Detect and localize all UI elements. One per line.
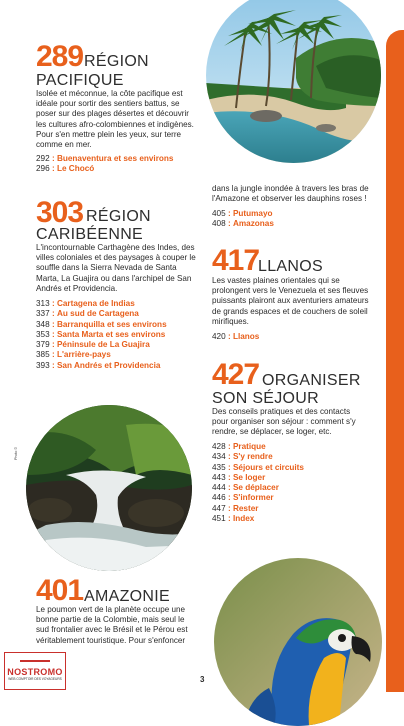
- toc-label: Cartagena de Indias: [56, 299, 135, 308]
- section-title-organiser-line2: SON SÉJOUR: [212, 390, 320, 407]
- toc-page: 446: [212, 493, 226, 503]
- toc-label: Pratique: [232, 442, 266, 451]
- toc-item[interactable]: 446 : S'informer: [212, 493, 274, 503]
- toc-page: 408: [212, 219, 226, 229]
- section-title-llanos: LLANOS: [258, 258, 323, 275]
- toc-label: Se déplacer: [232, 483, 279, 493]
- toc-caribeenne: [36, 299, 167, 371]
- waterfall-photo: [26, 405, 192, 571]
- toc-page: 451: [212, 514, 226, 524]
- section-number-caribeenne: 303: [36, 196, 84, 229]
- toc-item[interactable]: 405 : Putumayo: [212, 209, 273, 218]
- intro-pacifique: Isolée et méconnue, la côte pacifique est idéale pour sortir des sentiers battus, se poser sur des plages désertes et découvrir les cultures afro-colombiennes et indigènes. Pour s'en mettre plein les yeux, sur terre comme en mer.: [36, 89, 194, 150]
- toc-page: 435: [212, 462, 226, 472]
- intro-amazonie-continued: dans la jungle inondée à travers les bras de l'Amazone et observer les dauphins roses !: [212, 184, 369, 204]
- toc-page: 353: [36, 329, 50, 339]
- toc-page: 313: [36, 299, 50, 308]
- toc-label: Au sud de Cartagena: [56, 309, 139, 319]
- section-number-pacifique: 289: [36, 40, 84, 73]
- toc-label: Buenaventura et ses environs: [56, 154, 174, 163]
- section-title-pacifique-line2: PACIFIQUE: [36, 72, 124, 89]
- toc-label: Putumayo: [232, 209, 273, 218]
- toc-label: Barranquilla et ses environs: [56, 319, 167, 329]
- nostromo-logo: [4, 652, 66, 690]
- toc-item[interactable]: 447 : Rester: [212, 503, 259, 513]
- intro-organiser: Des conseils pratiques et des contacts pour organiser son séjour : comment s'y rendre, se déplacer, se loger, etc.: [212, 407, 356, 437]
- section-title-pacifique-line1: RÉGION: [84, 53, 149, 70]
- logo-tagline: WEB COMPTOIR DES VOYAGEURS: [8, 677, 62, 681]
- toc-page: 434: [212, 452, 226, 462]
- toc-page: 379: [36, 340, 50, 350]
- toc-page: 337: [36, 309, 50, 319]
- toc-label: San Andrés et Providencia: [56, 360, 161, 370]
- toc-label: Péninsule de La Guajira: [56, 340, 150, 350]
- toc-amazonie: [212, 209, 274, 230]
- toc-label: Santa Marta et ses environs: [56, 329, 166, 339]
- toc-page: 348: [36, 319, 50, 329]
- toc-label: L'arrière-pays: [56, 350, 111, 360]
- toc-item[interactable]: 444 : Se déplacer: [212, 483, 279, 493]
- photo-credit: Photo ©: [14, 446, 18, 460]
- toc-item[interactable]: 451 : Index: [212, 514, 255, 524]
- toc-page: 428: [212, 442, 226, 451]
- intro-llanos: Les vastes plaines orientales qui se prolongent vers le Venezuela et ses fleuves puissants plairont aux aventuriers amateurs de grands espaces et de couchers de soleil mirifiques.: [212, 276, 369, 326]
- toc-label: Rester: [232, 503, 259, 513]
- toc-organiser: [212, 442, 304, 524]
- toc-page: 292: [36, 154, 50, 163]
- toc-label: Se loger: [232, 472, 266, 482]
- toc-page: 420: [212, 332, 226, 341]
- toc-item[interactable]: 420 : Llanos: [212, 332, 260, 341]
- toc-page: 443: [212, 472, 226, 482]
- beach-photo: [206, 0, 381, 163]
- toc-item[interactable]: 393 : San Andrés et Providencia: [36, 360, 161, 370]
- toc-label: Amazonas: [232, 219, 274, 229]
- toc-page: 405: [212, 209, 226, 218]
- toc-label: Séjours et circuits: [232, 462, 304, 472]
- section-title-caribeenne-line1: RÉGION: [86, 208, 151, 225]
- toc-page: 393: [36, 360, 50, 370]
- toc-item[interactable]: 385 : L'arrière-pays: [36, 350, 111, 360]
- toc-item[interactable]: 434 : S'y rendre: [212, 452, 273, 462]
- toc-item[interactable]: 348 : Barranquilla et ses environs: [36, 319, 167, 329]
- toc-page: 385: [36, 350, 50, 360]
- toc-item[interactable]: 408 : Amazonas: [212, 219, 274, 229]
- edge-accent-bar: [386, 30, 404, 692]
- page-number: 3: [200, 675, 205, 684]
- section-number-llanos: 417: [212, 244, 260, 277]
- toc-label: Le Chocó: [56, 164, 95, 174]
- intro-caribeenne: L'incontournable Carthagène des Indes, des villes coloniales et des paysages à couper le souffle dans la Sierra Nevada de Santa Marta, La Guajira ou dans l'archipel de San Andrés et Providencia.: [36, 243, 196, 293]
- toc-item[interactable]: 443 : Se loger: [212, 472, 266, 482]
- toc-page: 447: [212, 503, 226, 513]
- section-number-amazonie: 401: [36, 574, 84, 607]
- toc-llanos: [212, 332, 259, 342]
- toc-item[interactable]: 379 : Péninsule de La Guajira: [36, 340, 150, 350]
- logo-emblem: [20, 655, 50, 667]
- toc-label: S'informer: [232, 493, 274, 503]
- toc-label: Llanos: [232, 332, 260, 341]
- toc-item[interactable]: 353 : Santa Marta et ses environs: [36, 329, 166, 339]
- parrot-photo: [214, 558, 382, 726]
- intro-amazonie: Le poumon vert de la planète occupe une bonne partie de la Colombie, mais seul le sud frontalier avec le Brésil et le Pérou est véritablement touristique. Pour s'enfoncer: [36, 605, 188, 645]
- logo-name: NOSTROMO: [7, 667, 63, 677]
- section-title-organiser-line1: ORGANISER: [262, 372, 361, 389]
- toc-page: 296: [36, 164, 50, 174]
- toc-item[interactable]: 428 : Pratique: [212, 442, 266, 451]
- toc-item[interactable]: 296 : Le Chocó: [36, 164, 95, 174]
- toc-label: Index: [232, 514, 255, 524]
- toc-item[interactable]: 435 : Séjours et circuits: [212, 462, 304, 472]
- toc-item[interactable]: 313 : Cartagena de Indias: [36, 299, 135, 308]
- section-number-organiser: 427: [212, 358, 260, 391]
- toc-page: 444: [212, 483, 226, 493]
- toc-pacifique: [36, 154, 173, 175]
- toc-label: S'y rendre: [232, 452, 273, 462]
- section-title-caribeenne-line2: CARIBÉENNE: [36, 226, 144, 243]
- toc-item[interactable]: 337 : Au sud de Cartagena: [36, 309, 139, 319]
- section-title-amazonie: AMAZONIE: [84, 588, 170, 605]
- toc-item[interactable]: 292 : Buenaventura et ses environs: [36, 154, 174, 163]
